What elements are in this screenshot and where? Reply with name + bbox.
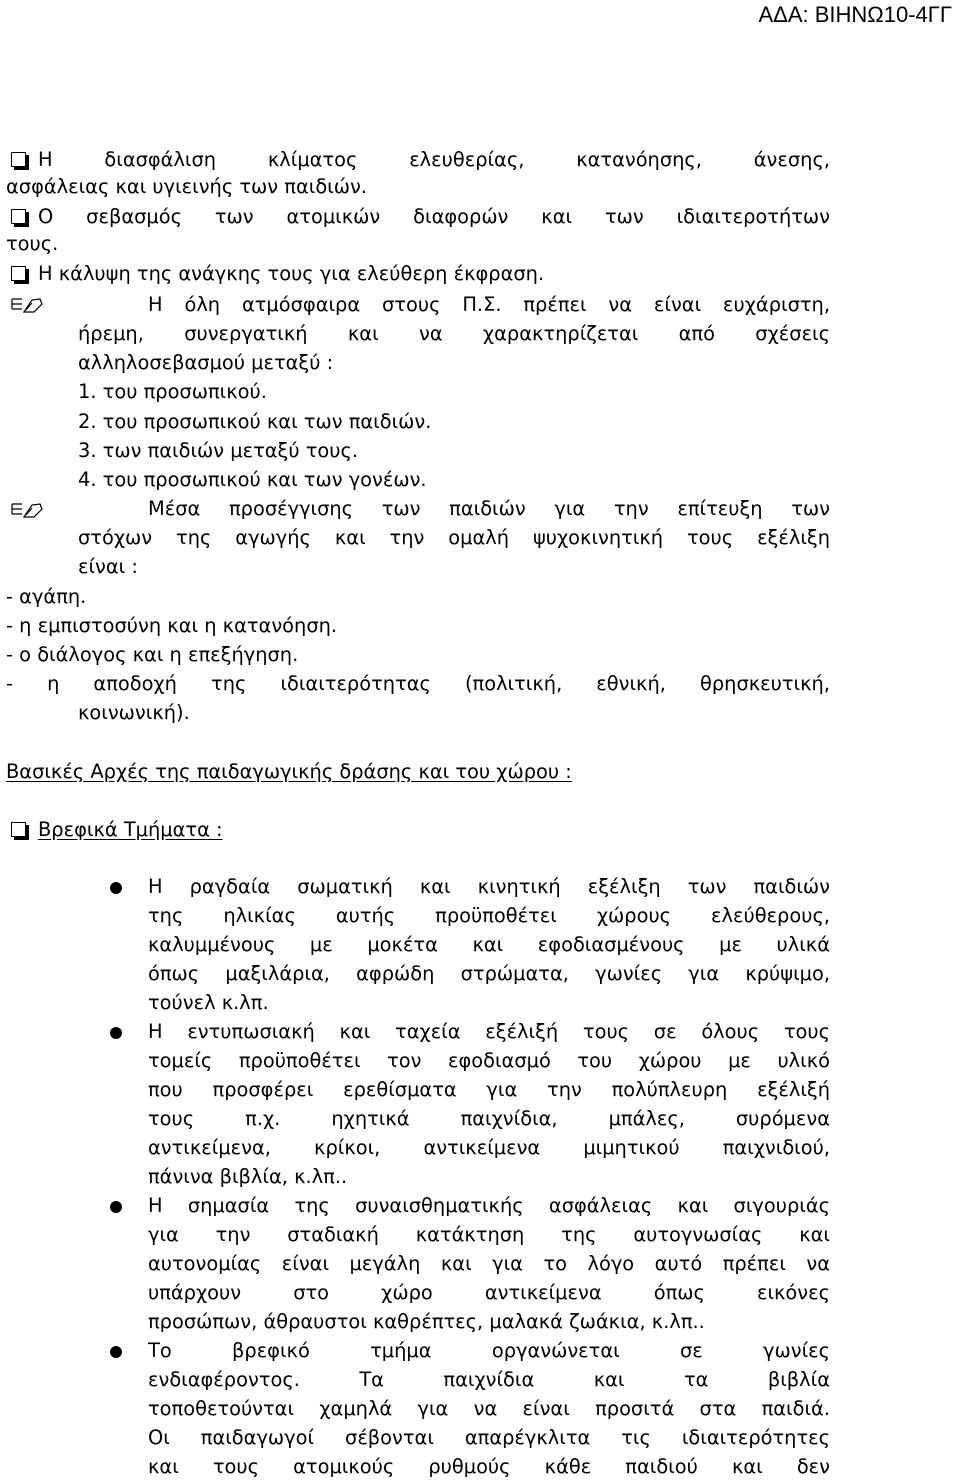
atmosphere-item-2: 2. του προσωπικού και των παιδιών. (78, 410, 432, 433)
bullet-2-line-6: πάνινα βιβλία, κ.λπ.. (148, 1165, 348, 1188)
bullet-4-line-5: και τους ατομικούς ρυθμούς κάθε παιδιού και δεν (148, 1455, 830, 1478)
goal-2-line-1: Ο σεβασμός των ατομικών διαφορών και των ιδιαιτεροτήτων (38, 205, 830, 228)
bullet-1-line-1: Η ραγδαία σωματική και κινητική εξέλιξη των παιδιών (148, 875, 830, 898)
goal-1-line-1: Η διασφάλιση κλίματος ελευθερίας, κατανόησης, άνεσης, (38, 148, 830, 171)
bullet-2-line-5: αντικείμενα, κρίκοι, αντικείμενα μιμητικού παιχνιδιού, (148, 1136, 830, 1159)
checkbox-bullet-icon (11, 152, 26, 167)
bullet-dot (110, 1027, 122, 1039)
writing-hand-icon (10, 500, 44, 520)
bullet-3-line-1: Η σημασία της συναισθηματικής ασφάλειας και σιγουριάς (148, 1194, 830, 1217)
approach-item-2: - η εμπιστοσύνη και η κατανόηση. (6, 614, 338, 637)
checkbox-bullet-icon (11, 266, 26, 281)
checkbox-bullet-icon (11, 822, 26, 837)
subsection-title: Βρεφικά Τμήματα : (38, 818, 223, 841)
approach-item-4: - η αποδοχή της ιδιαιτερότητας (πολιτική, εθνική, θρησκευτική, (6, 672, 830, 695)
atmosphere-line-3: αλληλοσεβασμού μεταξύ : (78, 351, 334, 374)
goal-2-line-2: τους. (6, 232, 59, 255)
bullet-dot (110, 882, 122, 894)
atmosphere-item-3: 3. των παιδιών μεταξύ τους. (78, 439, 359, 462)
section-title: Βασικές Αρχές της παιδαγωγικής δράσης και του χώρου : (6, 760, 572, 783)
atmosphere-item-1: 1. του προσωπικού. (78, 380, 267, 403)
goal-3-line-1: Η κάλυψη της ανάγκης τους για ελεύθερη έκφραση. (38, 262, 545, 285)
bullet-3-line-2: για την σταδιακή κατάκτηση της αυτογνωσίας και (148, 1223, 830, 1246)
bullet-dot (110, 1346, 122, 1358)
bullet-2-line-1: Η εντυπωσιακή και ταχεία εξέλιξή τους σε όλους τους (148, 1020, 830, 1043)
bullet-2-line-3: που προσφέρει ερεθίσματα για την πολύπλευρη εξέλιξή (148, 1078, 830, 1101)
bullet-dot (110, 1201, 122, 1213)
writing-hand-icon (10, 295, 44, 315)
bullet-2-line-2: τομείς προϋποθέτει τον εφοδιασμό του χώρου με υλικό (148, 1049, 830, 1072)
approach-item-4-cont: κοινωνική). (78, 701, 190, 724)
bullet-3-line-3: αυτονομίας είναι μεγάλη και για το λόγο αυτό πρέπει να (148, 1252, 830, 1275)
bullet-4-line-4: Οι παιδαγωγοί σέβονται απαρέγκλιτα τις ιδιαιτερότητες (148, 1426, 830, 1449)
approach-line-3: είναι : (78, 555, 138, 578)
bullet-2-line-4: τους π.χ. ηχητικά παιχνίδια, μπάλες, συρόμενα (148, 1107, 830, 1130)
atmosphere-item-4: 4. του προσωπικού και των γονέων. (78, 468, 427, 491)
approach-line-2: στόχων της αγωγής και την ομαλή ψυχοκινητική τους εξέλιξη (78, 526, 830, 549)
approach-item-3: - ο διάλογος και η επεξήγηση. (6, 643, 299, 666)
approach-line-1: Μέσα προσέγγισης των παιδιών για την επίτευξη των (148, 497, 830, 520)
bullet-4-line-2: ενδιαφέροντος. Τα παιχνίδια και τα βιβλία (148, 1368, 830, 1391)
bullet-4-line-3: τοποθετούνται χαμηλά για να είναι προσιτά στα παιδιά. (148, 1397, 830, 1420)
atmosphere-line-2: ήρεμη, συνεργατική και να χαρακτηρίζεται από σχέσεις (78, 322, 830, 345)
goal-1-line-2: ασφάλειας και υγιεινής των παιδιών. (6, 175, 367, 198)
bullet-3-line-4: υπάρχουν στο χώρο αντικείμενα όπως εικόνες (148, 1281, 830, 1304)
approach-item-1: - αγάπη. (6, 585, 87, 608)
checkbox-bullet-icon (11, 209, 26, 224)
bullet-1-line-3: καλυμμένους με μοκέτα και εφοδιασμένους με υλικά (148, 933, 830, 956)
bullet-1-line-5: τούνελ κ.λπ. (148, 991, 269, 1014)
bullet-1-line-4: όπως μαξιλάρια, αφρώδη στρώματα, γωνίες για κρύψιμο, (148, 962, 830, 985)
atmosphere-line-1: Η όλη ατμόσφαιρα στους Π.Σ. πρέπει να είναι ευχάριστη, (148, 293, 830, 316)
bullet-3-line-5: προσώπων, άθραυστοι καθρέπτες, μαλακά ζωάκια, κ.λπ.. (148, 1310, 705, 1333)
ada-code: ΑΔΑ: ΒΙΗΝΩ10-4ΓΓ (758, 2, 952, 27)
bullet-4-line-1: Το βρεφικό τμήμα οργανώνεται σε γωνίες (148, 1339, 830, 1362)
bullet-1-line-2: της ηλικίας αυτής προϋποθέτει χώρους ελεύθερους, (148, 904, 830, 927)
